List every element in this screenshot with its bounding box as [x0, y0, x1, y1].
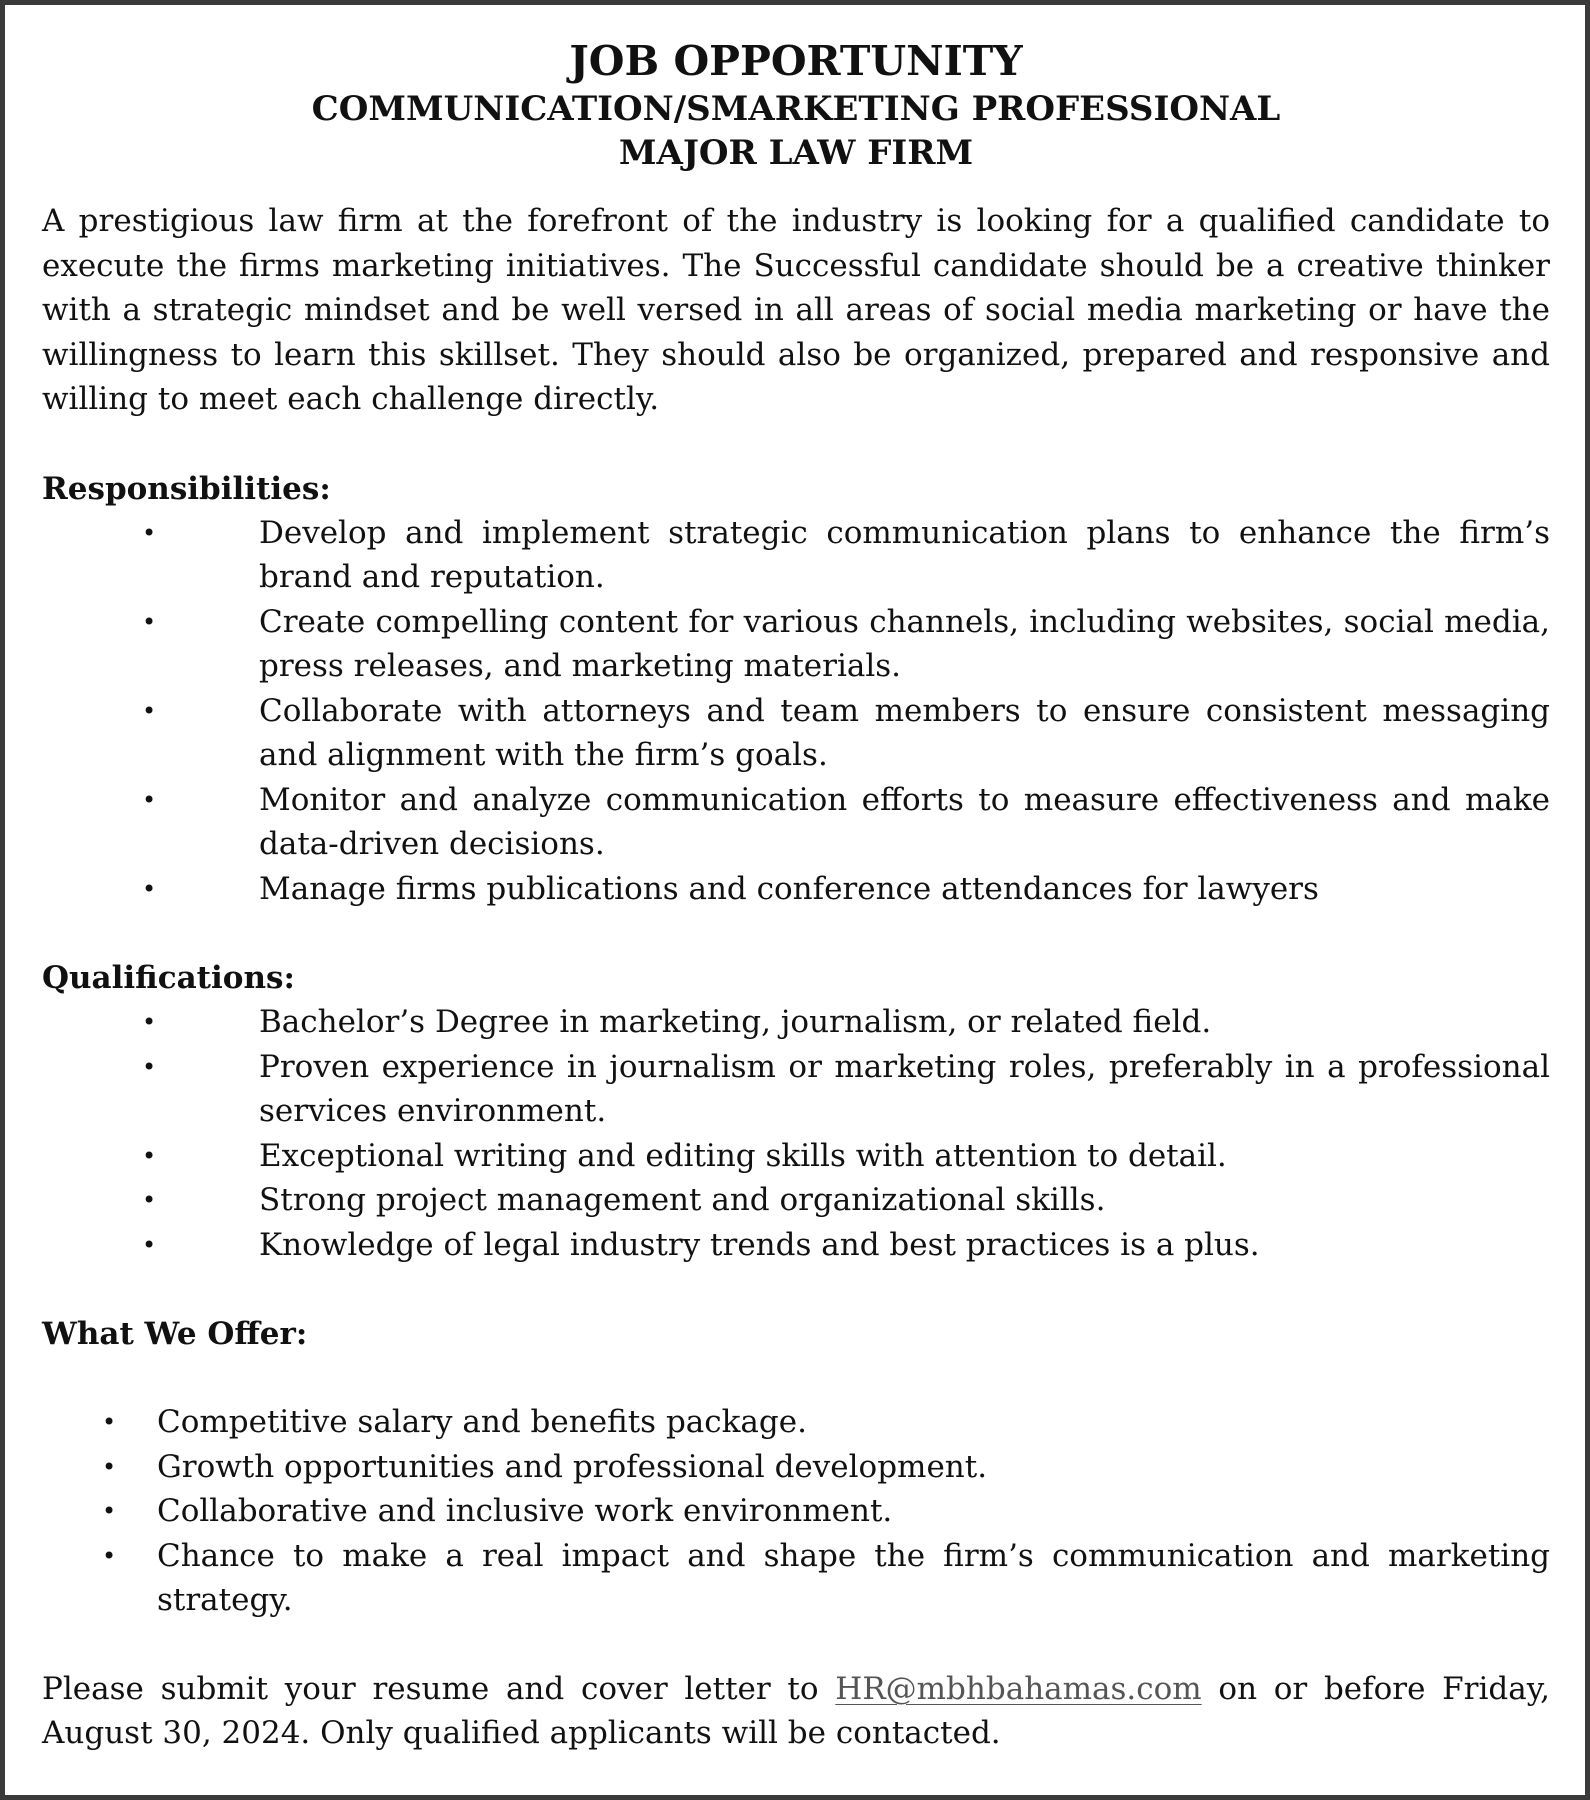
- list-item-text: Create compelling content for various channels, including websites, social media, press releases, and marketing materials.: [259, 603, 1550, 684]
- offer-list: [42, 1400, 1550, 1623]
- offer-heading: What We Offer:: [42, 1316, 308, 1352]
- ad-subtitle-position: COMMUNICATION/SMARKETING PROFESSIONAL: [311, 89, 1281, 129]
- list-item: [42, 1534, 1550, 1623]
- list-item: [42, 511, 1550, 600]
- ad-subtitle-firm: MAJOR LAW FIRM: [618, 133, 974, 173]
- list-item: [42, 600, 1550, 689]
- list-item: [42, 1178, 1550, 1223]
- bullet-icon: •: [142, 1230, 157, 1259]
- closing-text-after: on or before Friday, August 30, 2024. Only qualified applicants will be contacted.: [42, 1670, 1550, 1751]
- list-item-text: Monitor and analyze communication efforts to measure effectiveness and make data-driven decisions.: [259, 781, 1550, 862]
- bullet-icon: •: [142, 1186, 157, 1214]
- responsibilities-section: [42, 467, 1550, 912]
- ad-title: JOB OPPORTUNITY: [569, 37, 1023, 85]
- bullet-icon: •: [102, 1497, 117, 1525]
- bullet-icon: •: [142, 874, 157, 903]
- email-link[interactable]: HR@mbhbahamas.com: [835, 1670, 1202, 1707]
- offer-section: [42, 1312, 1550, 1623]
- list-item: [42, 867, 1550, 912]
- job-ad: [42, 35, 1550, 1786]
- list-item-text: Exceptional writing and editing skills with attention to detail.: [259, 1137, 1227, 1174]
- bullet-icon: •: [102, 1541, 117, 1570]
- list-item-text: Collaborate with attorneys and team members to ensure consistent messaging and alignment with the firm’s goals.: [259, 692, 1550, 773]
- bullet-icon: •: [142, 1008, 157, 1036]
- closing-paragraph: [42, 1667, 1550, 1755]
- list-item: [42, 1223, 1550, 1268]
- list-item-text: Proven experience in journalism or marketing roles, preferably in a professional services environment.: [259, 1048, 1550, 1129]
- list-item: [42, 1445, 1550, 1490]
- bullet-icon: •: [102, 1452, 117, 1481]
- bullet-icon: •: [142, 1052, 157, 1081]
- list-item: [42, 1134, 1550, 1179]
- qualifications-heading: Qualifications:: [42, 960, 295, 996]
- bullet-icon: •: [142, 696, 157, 725]
- list-item-text: Bachelor’s Degree in marketing, journalism, or related field.: [259, 1004, 1212, 1040]
- bullet-icon: •: [142, 1141, 157, 1170]
- qualifications-section: [42, 956, 1550, 1267]
- bullet-icon: •: [142, 785, 157, 814]
- list-item-text: Growth opportunities and professional development.: [157, 1448, 988, 1485]
- list-item: [42, 778, 1550, 867]
- list-item-text: Chance to make a real impact and shape the firm’s communication and marketing strategy.: [157, 1537, 1550, 1618]
- intro-paragraph: A prestigious law firm at the forefront of the industry is looking for a qualified candidate to execute the firms marketing initiatives. The Successful candidate should be a creative thinker with a strategic mindset and be well versed in all areas of social media marketing or have the willingness to learn this skillset. They should also be organized, prepared and responsive and willing to meet each challenge directly.: [42, 203, 1550, 417]
- list-item-text: Develop and implement strategic communication plans to enhance the firm’s brand and reputation.: [259, 514, 1550, 595]
- responsibilities-list: [42, 511, 1550, 912]
- list-item-text: Competitive salary and benefits package.: [157, 1404, 807, 1440]
- list-item-text: Strong project management and organizational skills.: [259, 1182, 1106, 1218]
- list-item: [42, 1400, 1550, 1445]
- bullet-icon: •: [142, 607, 157, 636]
- responsibilities-heading: Responsibilities:: [42, 470, 331, 507]
- list-item: [42, 1000, 1550, 1045]
- bullet-icon: •: [142, 518, 157, 547]
- list-item-text: Collaborative and inclusive work environment.: [157, 1493, 893, 1529]
- closing-text-before: Please submit your resume and cover letter to: [42, 1670, 836, 1707]
- list-item-text: Manage firms publications and conference attendances for lawyers: [259, 870, 1319, 907]
- list-item: [42, 689, 1550, 778]
- list-item: [42, 1489, 1550, 1534]
- qualifications-list: [42, 1000, 1550, 1267]
- list-item: [42, 1045, 1550, 1134]
- bullet-icon: •: [102, 1408, 117, 1436]
- list-item-text: Knowledge of legal industry trends and best practices is a plus.: [259, 1226, 1260, 1263]
